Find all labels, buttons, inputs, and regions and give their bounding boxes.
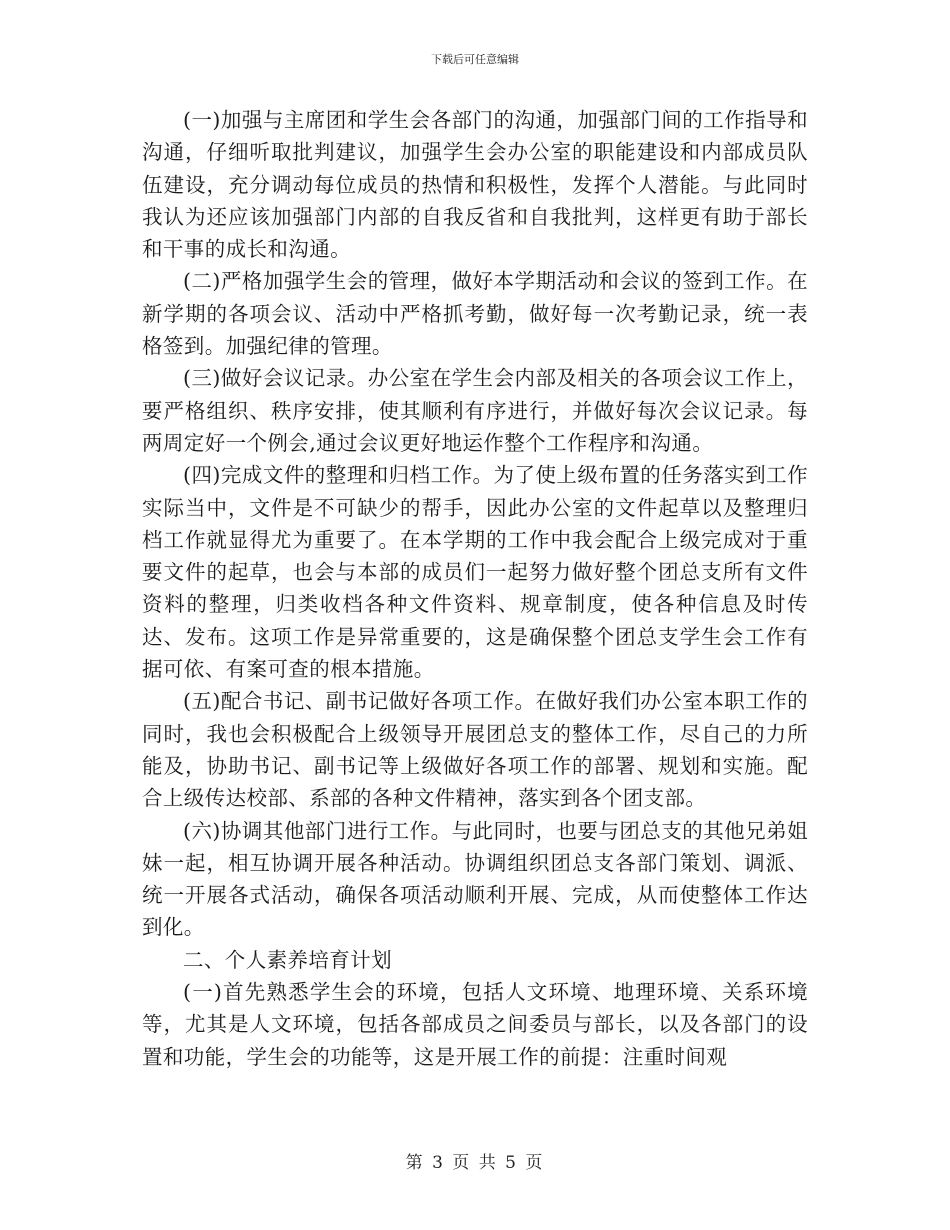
section-heading: 二、个人素养培育计划 [183,947,392,972]
paragraph-3: (三)做好会议记录。办公室在学生会内部及相关的各项会议工作上，要严格组织、秩序安排，使其顺利有序进行，并做好每次会议记录。每两周定好一个例会,通过会议更好地运作整个工作程序和沟通。 [142,366,808,455]
document-body [142,104,808,1073]
page-number: 第 3 页 共 5 页 [405,1153,545,1173]
paragraph-7: (一)首先熟悉学生会的环境，包括人文环境、地理环境、关系环境等，尤其是人文环境，包括各部成员之间委员与部长，以及各部门的设置和功能，学生会的功能等，这是开展工作的前提：注重时间观 [142,980,808,1069]
paragraph-4: (四)完成文件的整理和归档工作。为了使上级布置的任务落实到工作实际当中，文件是不可缺少的帮手，因此办公室的文件起草以及整理归档工作就显得尤为重要了。在本学期的工作中我会配合上级完成对于重要文件的起草，也会与本部的成员们一起努力做好整个团总支所有文件资料的整理，归类收档各种文件资料、规章制度，使各种信息及时传达、发布。这项工作是异常重要的，这是确保整个团总支学生会工作有据可依、有案可查的根本措施。 [142,463,808,682]
paragraph-6: (六)协调其他部门进行工作。与此同时，也要与团总支的其他兄弟姐妹一起，相互协调开展各种活动。协调组织团总支各部门策划、调派、统一开展各式活动，确保各项活动顺利开展、完成，从而使整体工作达到化。 [142,818,808,940]
page-header-note: 下载后可任意编辑 [431,53,519,66]
paragraph-2: (二)严格加强学生会的管理，做好本学期活动和会议的签到工作。在新学期的各项会议、活动中严格抓考勤，做好每一次考勤记录，统一表格签到。加强纪律的管理。 [142,269,808,359]
paragraph-1: (一)加强与主席团和学生会各部门的沟通，加强部门间的工作指导和沟通，仔细听取批判建议，加强学生会办公室的职能建设和内部成员队伍建设，充分调动每位成员的热情和积极性，发挥个人潜能。与此同时我认为还应该加强部门内部的自我反省和自我批判，这样更有助于部长和干事的成长和沟通。 [142,108,808,262]
paragraph-5: (五)配合书记、副书记做好各项工作。在做好我们办公室本职工作的同时，我也会积极配合上级领导开展团总支的整体工作，尽自己的力所能及，协助书记、副书记等上级做好各项工作的部署、规划和实施。配合上级传达校部、系部的各种文件精神，落实到各个团支部。 [142,689,808,811]
